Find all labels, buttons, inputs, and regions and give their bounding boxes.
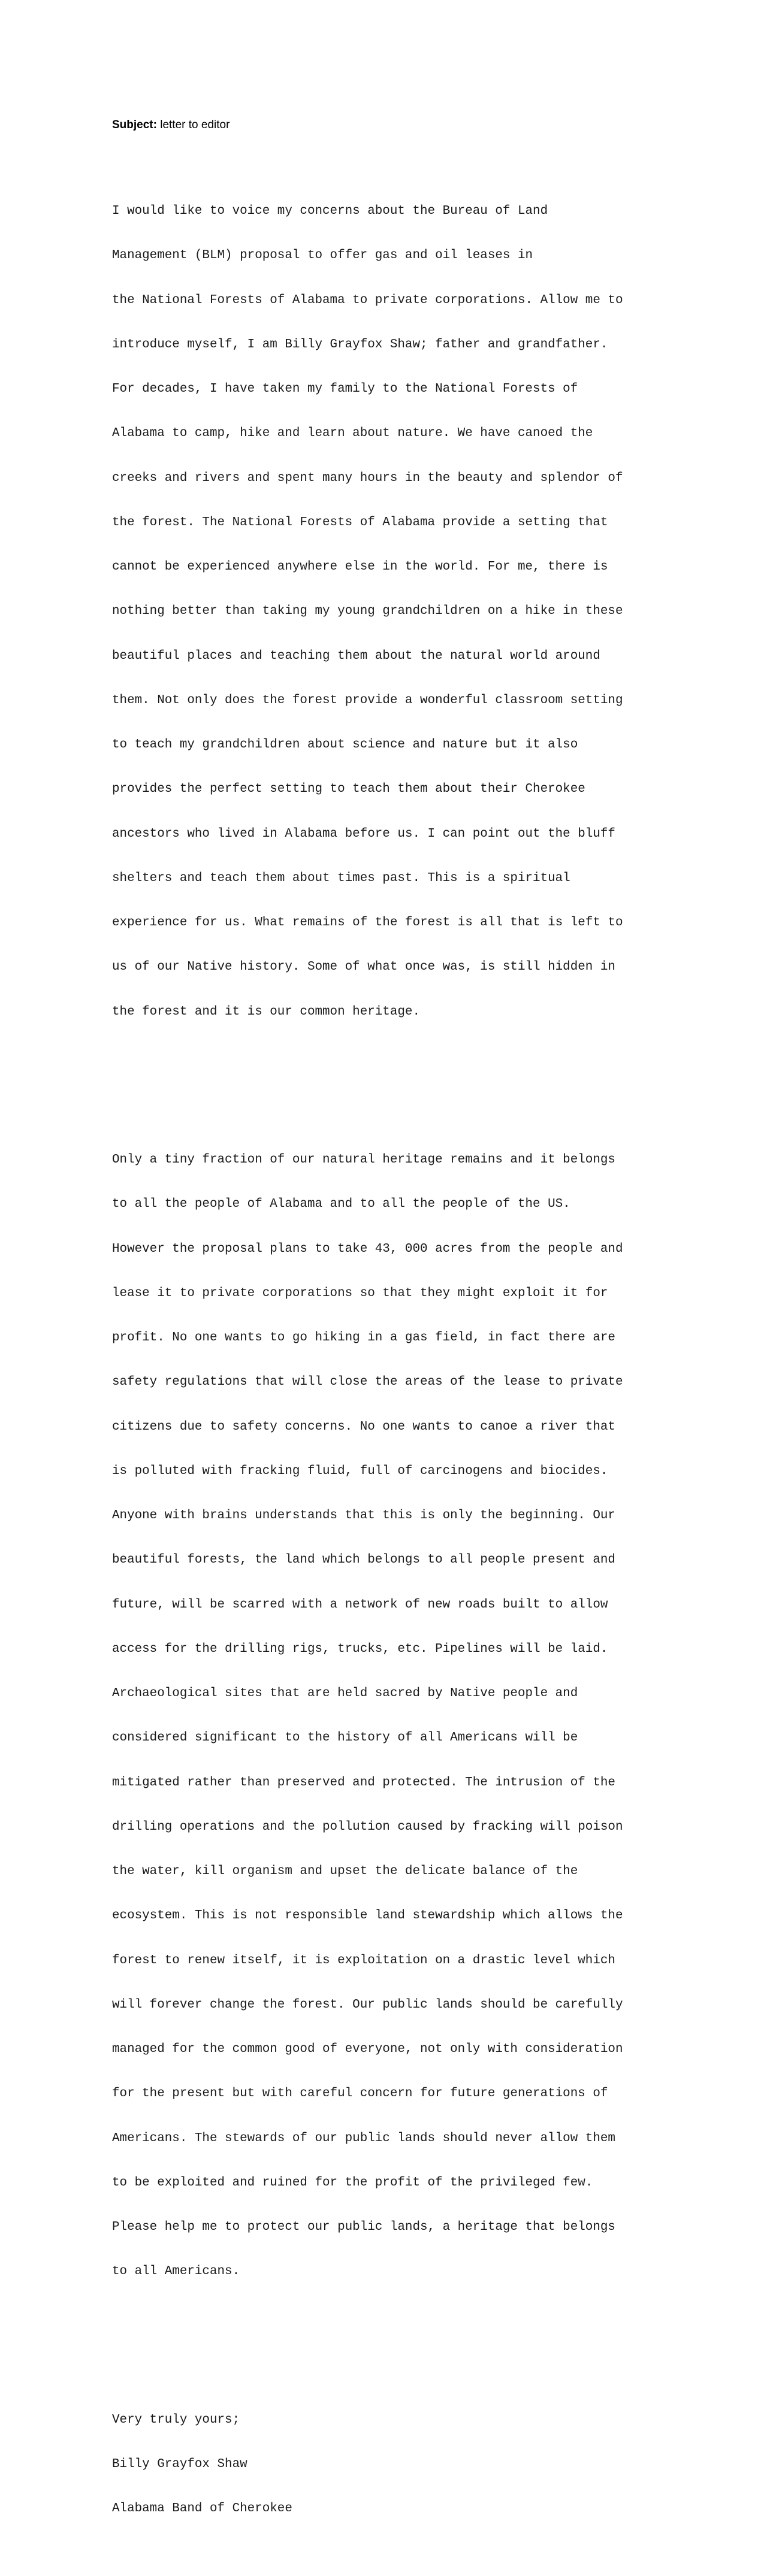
- body-line: the forest. The National Forests of Alabama provide a setting that: [112, 515, 608, 529]
- body-line: Only a tiny fraction of our natural heritage remains and it belongs: [112, 1153, 615, 1167]
- body-line: experience for us. What remains of the forest is all that is left to: [112, 916, 623, 930]
- body-line: ecosystem. This is not responsible land stewardship which allows the: [112, 1909, 623, 1923]
- body-line: creeks and rivers and spent many hours in the beauty and splendor of: [112, 471, 623, 485]
- body-line: safety regulations that will close the areas of the lease to private: [112, 1375, 623, 1390]
- body-line: ancestors who lived in Alabama before us. I can point out the bluff: [112, 827, 615, 841]
- body-line: lease it to private corporations so that they might exploit it for: [112, 1286, 608, 1300]
- closing-salutation: Very truly yours;: [112, 2412, 240, 2427]
- body-line: profit. No one wants to go hiking in a gas field, in fact there are: [112, 1331, 615, 1345]
- paragraph-gap: [112, 1079, 623, 1094]
- body-line: the water, kill organism and upset the delicate balance of the: [112, 1864, 578, 1878]
- body-line: to teach my grandchildren about science and nature but it also: [112, 738, 578, 752]
- signature-block: [112, 2383, 623, 2546]
- body-line: will forever change the forest. Our public lands should be carefully: [112, 1997, 623, 2012]
- body-line: Archaeological sites that are held sacred by Native people and: [112, 1687, 578, 1700]
- subject-line: [112, 119, 229, 132]
- body-line: I would like to voice my concerns about the Bureau of Land: [112, 204, 548, 218]
- body-line: cannot be experienced anywhere else in the world. For me, there is: [112, 560, 608, 574]
- letter-body: [112, 145, 623, 2576]
- body-line: forest to renew itself, it is exploitation on a drastic level which: [112, 1953, 615, 1967]
- body-line: future, will be scarred with a network of new roads built to allow: [112, 1597, 608, 1612]
- body-line: Alabama to camp, hike and learn about nature. We have canoed the: [112, 426, 593, 441]
- body-line: Anyone with brains understands that this is only the beginning. Our: [112, 1509, 615, 1522]
- body-line: managed for the common good of everyone, not only with consideration: [112, 2042, 623, 2056]
- subject-label: Subject:: [112, 119, 157, 131]
- body-line: shelters and teach them about times past. This is a spiritual: [112, 871, 570, 885]
- body-line: us of our Native history. Some of what once was, is still hidden in: [112, 960, 615, 974]
- signer-name: Billy Grayfox Shaw: [112, 2457, 247, 2471]
- body-line: Please help me to protect our public lands, a heritage that belongs: [112, 2220, 615, 2234]
- signer-affiliation: Alabama Band of Cherokee: [112, 2502, 292, 2516]
- body-line: Americans. The stewards of our public lands should never allow them: [112, 2131, 615, 2145]
- body-line: citizens due to safety concerns. No one wants to canoe a river that: [112, 1419, 615, 1434]
- paragraph-2: [112, 1124, 623, 2309]
- paragraph-gap: [112, 2339, 623, 2354]
- body-line: to be exploited and ruined for the profit of the privileged few.: [112, 2175, 593, 2190]
- body-line: them. Not only does the forest provide a wonderful classroom setting: [112, 693, 623, 707]
- body-line: drilling operations and the pollution caused by fracking will poison: [112, 1820, 623, 1834]
- body-line: access for the drilling rigs, trucks, etc. Pipelines will be laid.: [112, 1642, 608, 1656]
- body-line: provides the perfect setting to teach them about their Cherokee: [112, 782, 585, 797]
- body-line: the forest and it is our common heritage.: [112, 1004, 420, 1019]
- body-line: introduce myself, I am Billy Grayfox Shaw; father and grandfather.: [112, 337, 608, 352]
- paragraph-1: [112, 175, 623, 1049]
- body-line: nothing better than taking my young grandchildren on a hike in these: [112, 604, 623, 619]
- body-line: beautiful forests, the land which belongs to all people present and: [112, 1553, 615, 1567]
- body-line: Management (BLM) proposal to offer gas and oil leases in: [112, 249, 533, 263]
- body-line: the National Forests of Alabama to private corporations. Allow me to: [112, 293, 623, 307]
- body-line: mitigated rather than preserved and protected. The intrusion of the: [112, 1775, 615, 1790]
- body-line: to all Americans.: [112, 2265, 240, 2279]
- body-line: However the proposal plans to take 43, 000 acres from the people and: [112, 1242, 623, 1256]
- body-line: beautiful places and teaching them about the natural world around: [112, 649, 600, 663]
- body-line: is polluted with fracking fluid, full of carcinogens and biocides.: [112, 1464, 608, 1478]
- body-line: considered significant to the history of all Americans will be: [112, 1731, 578, 1745]
- subject-value: letter to editor: [156, 119, 230, 131]
- body-line: For decades, I have taken my family to the National Forests of: [112, 382, 578, 396]
- body-line: to all the people of Alabama and to all the people of the US.: [112, 1197, 570, 1212]
- body-line: for the present but with careful concern for future generations of: [112, 2087, 608, 2101]
